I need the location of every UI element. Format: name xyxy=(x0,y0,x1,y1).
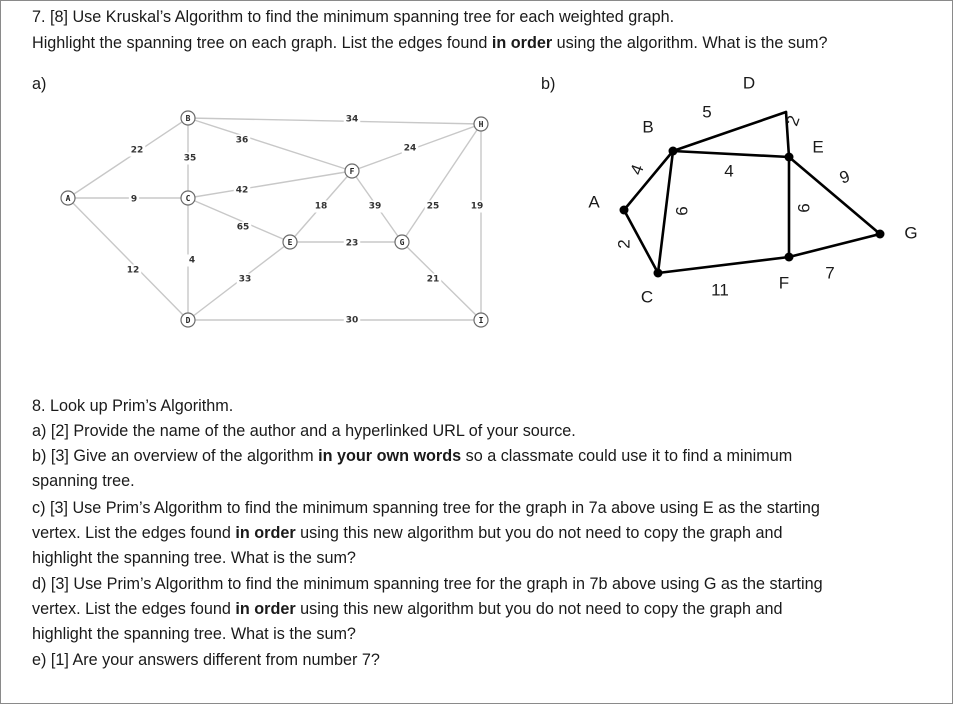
graph-b-weight-ab: 4 xyxy=(626,161,648,178)
q8-b-line1 xyxy=(32,446,792,466)
q8-title-text: 8. Look up Prim’s Algorithm. xyxy=(32,397,234,415)
graph-b-weight-ac: 2 xyxy=(614,239,634,249)
graph-a-weight-de: 33 xyxy=(238,274,252,285)
graph-a-node-label-d: D xyxy=(185,316,191,325)
graph-a-weight-ad: 12 xyxy=(126,265,140,276)
graph-a-weight-cf: 42 xyxy=(235,185,249,196)
graph-b-edge-cf xyxy=(658,257,789,273)
graph-a-weight-di: 30 xyxy=(345,315,359,326)
graph-a-weight-bh: 34 xyxy=(345,114,359,125)
q8-d3: highlight the spanning tree. What is the sum? xyxy=(32,625,356,643)
graph-a-weight-gi: 21 xyxy=(426,274,440,285)
graph-b-node-label-f: F xyxy=(778,273,790,293)
graph-a-weight-hi: 19 xyxy=(470,201,484,212)
graph-a-weight-fg: 39 xyxy=(368,201,382,212)
graph-a-weight-ab: 22 xyxy=(130,145,144,156)
graph-b-weight-ef: 6 xyxy=(794,203,814,213)
graph-a-node-label-g: G xyxy=(399,238,405,247)
graph-b-edge-eg xyxy=(789,157,880,234)
graph-a-node-label-i: I xyxy=(478,316,484,325)
graph-b-node-g xyxy=(876,230,885,239)
graph-a-node-label-c: C xyxy=(185,194,191,203)
graph-a-weight-ce: 65 xyxy=(236,222,250,233)
graph-a-weight-fh: 24 xyxy=(403,143,417,154)
q8-d1: d) [3] Use Prim’s Algorithm to find the minimum spanning tree for the graph in 7b above using G as the starting xyxy=(32,575,823,593)
graph-a-weight-eg: 23 xyxy=(345,238,359,249)
graph-a-node-label-a: A xyxy=(65,194,71,203)
graph-a-weight-cd: 4 xyxy=(188,255,196,266)
q8-c2c: using this new algorithm but you do not need to copy the graph and xyxy=(295,524,783,542)
graph-b-node-c xyxy=(654,269,663,278)
graph-b-edge-bd xyxy=(673,112,786,151)
q8-e-text: e) [1] Are your answers different from number 7? xyxy=(32,651,380,669)
graph-b-edge-be xyxy=(673,151,789,157)
graph-b-edge-bc xyxy=(658,151,673,273)
q8-b2: spanning tree. xyxy=(32,472,135,490)
graph-a-node-label-h: H xyxy=(478,120,484,129)
graph-a-weight-gh: 25 xyxy=(426,201,440,212)
q8-c3: highlight the spanning tree. What is the sum? xyxy=(32,549,356,567)
graph-b-node-a xyxy=(620,206,629,215)
q8-c-line2 xyxy=(32,523,783,543)
q7-text-1: 7. [8] Use Kruskal’s Algorithm to find the minimum spanning tree for each weighted graph. xyxy=(32,8,675,26)
q7-text-2b: in order xyxy=(491,34,553,52)
q8-c2b: in order xyxy=(235,524,296,542)
graph-a-weight-ef: 18 xyxy=(314,201,328,212)
graph-b-node-label-b: B xyxy=(642,117,654,137)
q8-b-line2 xyxy=(32,471,135,491)
graph-b-node-label-g: G xyxy=(904,223,918,243)
q8-a xyxy=(32,421,576,441)
graph-a-weight-ac: 9 xyxy=(130,194,138,205)
q8-b1a: b) [3] Give an overview of the algorithm xyxy=(32,447,319,465)
q7-text-2a: Highlight the spanning tree on each graph. List the edges found xyxy=(32,34,492,52)
graph-b-node-f xyxy=(785,253,794,262)
graph-b-weight-bd: 5 xyxy=(702,102,712,122)
graph-a-weight-bc: 35 xyxy=(183,153,197,164)
q8-d2b: in order xyxy=(235,600,296,618)
graph-a-node-label-f: F xyxy=(349,167,355,176)
graph-b-edge-fg xyxy=(789,234,880,257)
q8-title xyxy=(32,396,233,416)
q8-e xyxy=(32,650,380,670)
graph-b-node-label-d: D xyxy=(742,73,756,93)
q8-d2a: vertex. List the edges found xyxy=(32,600,236,618)
q8-a-text: a) [2] Provide the name of the author and a hyperlinked URL of your source. xyxy=(32,422,576,440)
graph-a-node-label-e: E xyxy=(287,238,293,247)
graph-b-weight-eg: 9 xyxy=(836,166,853,188)
graph-b-weight-de: 2 xyxy=(782,112,804,129)
q8-c-line3 xyxy=(32,548,356,568)
part-a-label: a) xyxy=(32,75,47,93)
q8-d2c: using this new algorithm but you do not need to copy the graph and xyxy=(295,600,783,618)
graph-b-node-b xyxy=(669,147,678,156)
graph-b-node-e xyxy=(785,153,794,162)
q8-c1: c) [3] Use Prim’s Algorithm to find the minimum spanning tree for the graph in 7a above using E as the starting xyxy=(32,499,820,517)
q7-text-2c: using the algorithm. What is the sum? xyxy=(552,34,828,52)
q8-c2a: vertex. List the edges found xyxy=(32,524,236,542)
q8-b1c: so a classmate could use it to find a minimum xyxy=(461,447,793,465)
q8-c-line1 xyxy=(32,498,820,518)
q8-d-line1 xyxy=(32,574,823,594)
graph-b-node-label-c: C xyxy=(640,287,654,307)
graph-b-weight-be: 4 xyxy=(724,161,734,181)
graph-b-node-label-a: A xyxy=(588,192,600,212)
q8-d-line3 xyxy=(32,624,356,644)
part-b-label: b) xyxy=(541,75,556,93)
q8-d-line2 xyxy=(32,599,783,619)
graph-b-weight-fg: 7 xyxy=(825,263,835,283)
q8-b1b: in your own words xyxy=(318,447,462,465)
graph-b-weight-cf: 11 xyxy=(711,280,729,300)
graph-a-node-label-b: B xyxy=(185,114,191,123)
graph-a-weight-bf: 36 xyxy=(235,135,249,146)
graph-b-node-label-e: E xyxy=(812,137,824,157)
graph-b-weight-bc: 6 xyxy=(672,206,692,216)
